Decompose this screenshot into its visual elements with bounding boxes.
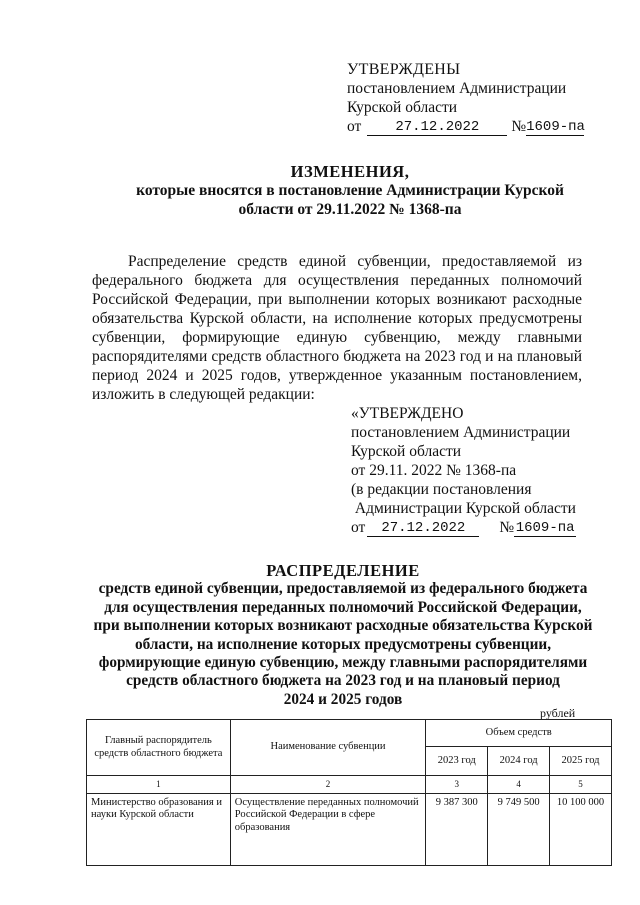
header-subvention-name: Наименование субвенции — [230, 720, 426, 776]
approval-stamp — [347, 60, 627, 136]
body-text: Распределение средств единой субвенции, предоставляемой из федерального бюджета для осуществления переданных полномочий Российской Федерации, при выполнении которых возникают расходные обязательства Курской области, на исполнение которых предусмотрены субвенции, формирующие единую субвенцию, между главными распорядителями средств областного бюджета на 2023 год и на плановый период 2024 и 2025 годов, утвержденное указанным постановлением, изложить в следующей редакции: — [92, 253, 582, 403]
distribution-heading — [78, 562, 608, 709]
approval2-line-4: (в редакции постановления — [351, 481, 532, 498]
distribution-line-4: области, на исполнение которых предусмотрены субвенции, — [134, 635, 552, 653]
approval-stamp-2 — [351, 404, 621, 537]
row-value-2023: 9 387 300 — [426, 793, 488, 865]
approval-date-row — [347, 117, 627, 136]
distribution-table — [86, 719, 612, 866]
row-value-2025: 10 100 000 — [550, 793, 612, 865]
changes-title: ИЗМЕНЕНИЯ, — [290, 162, 410, 181]
approval-number-label: № — [511, 118, 527, 135]
approval-title: УТВЕРЖДЕНЫ — [347, 61, 461, 78]
units-label: рублей — [540, 706, 576, 720]
approval-line-1: постановлением Администрации — [347, 80, 567, 97]
approval2-number-label: № — [499, 519, 515, 536]
distribution-line-7: 2024 и 2025 годов — [283, 690, 403, 708]
distribution-line-6: средств областного бюджета на 2023 год и на плановый период — [126, 672, 560, 690]
changes-line-2: области от 29.11.2022 № 1368-па — [238, 201, 462, 218]
approval-line-2: Курской области — [347, 99, 458, 116]
col-number-2: 2 — [230, 776, 426, 794]
col-number-5: 5 — [550, 776, 612, 794]
row-subvention: Осуществление переданных полномочий Российской Федерации в сфере образования — [230, 793, 426, 865]
row-manager: Министерство образования и науки Курской области — [87, 793, 231, 865]
approval2-number: 1609-па — [515, 520, 575, 536]
approval-from-label: от — [347, 118, 362, 135]
approval2-date-row — [351, 518, 621, 537]
approval-number: 1609-па — [526, 119, 585, 135]
col-number-4: 4 — [488, 776, 550, 794]
distribution-line-1: средств единой субвенции, предоставляемой из федерального бюджета — [98, 580, 588, 598]
approval2-line-3: от 29.11. 2022 № 1368-па — [351, 462, 517, 479]
distribution-line-2: для осуществления переданных полномочий Российской Федерации, — [104, 598, 582, 616]
distribution-line-5: формирующие единую субвенцию, между главными распорядителями — [98, 654, 588, 672]
table-row — [87, 793, 612, 865]
distribution-title: РАСПРЕДЕЛЕНИЕ — [266, 561, 420, 580]
header-volume: Объем средств — [426, 720, 612, 747]
distribution-line-3: при выполнении которых возникают расходные обязательства Курской — [93, 617, 593, 635]
header-year-2023: 2023 год — [426, 747, 488, 776]
approval2-title: «УТВЕРЖДЕНО — [351, 405, 464, 422]
col-number-1: 1 — [87, 776, 231, 794]
approval-date: 27.12.2022 — [367, 119, 507, 136]
col-number-3: 3 — [426, 776, 488, 794]
approval2-line-5: Администрации Курской области — [351, 500, 576, 517]
table-number-row — [87, 776, 612, 794]
approval2-date: 27.12.2022 — [367, 520, 479, 537]
approval2-line-2: Курской области — [351, 443, 462, 460]
approval2-line-1: постановлением Администрации — [351, 424, 571, 441]
header-year-2025: 2025 год — [550, 747, 612, 776]
header-main-manager: Главный распорядитель средств областного бюджета — [87, 720, 231, 776]
changes-line-1: которые вносятся в постановление Администрации Курской — [136, 182, 564, 199]
changes-heading — [100, 162, 600, 219]
header-year-2024: 2024 год — [488, 747, 550, 776]
approval2-from-label: от — [351, 519, 366, 536]
table-header-row — [87, 720, 612, 747]
row-value-2024: 9 749 500 — [488, 793, 550, 865]
body-paragraph — [92, 252, 582, 404]
